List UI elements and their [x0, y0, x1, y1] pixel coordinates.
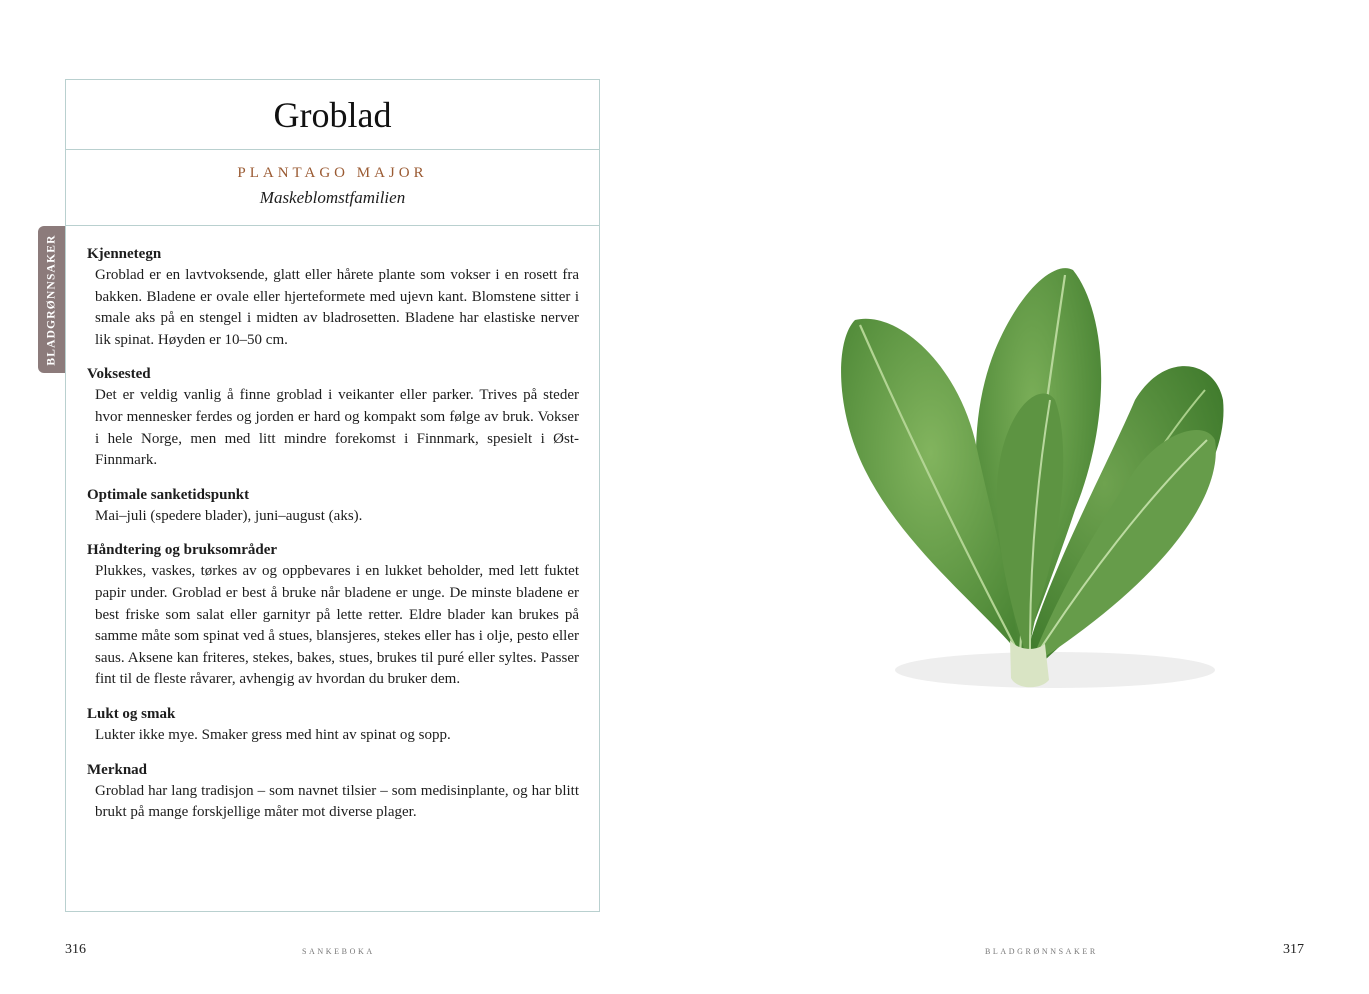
section-kjennetegn [87, 244, 579, 351]
section-heading: Merknad [87, 761, 147, 778]
chapter-side-tab [38, 226, 65, 373]
running-head-right: BLADGRØNNSAKER [985, 947, 1098, 956]
section-sanketidspunkt [87, 485, 579, 528]
right-page [685, 0, 1369, 994]
section-body: Plukkes, vaskes, tørkes av og oppbevares i en lukket beholder, med lett fuktet papir under. Groblad er best å bruke når bladene er unge. De minste bladene er best friske som salat eller garnityr på lette retter. Eldre blader kan brukes på samme måte som spinat ved å stues, blansjeres, stekes eller has i olje, pesto eller saus. Aksene kan friteres, stekes, bakes, stues, brukes til puré eller syltes. Passer fint til de fleste råvarer, avhengig av hvordan du bruker dem. [95, 563, 579, 688]
section-body: Mai–juli (spedere blader), juni–august (aks). [95, 507, 363, 524]
latin-name: PLANTAGO MAJOR [237, 165, 428, 181]
info-sections [66, 226, 599, 824]
section-handtering [87, 540, 579, 691]
side-tab-label: BLADGRØNNSAKER [45, 233, 58, 366]
section-lukt-og-smak [87, 704, 579, 747]
section-heading: Håndtering og bruksområder [87, 542, 278, 559]
section-heading: Optimale sanketidspunkt [87, 486, 250, 503]
plant-title: Groblad [66, 80, 599, 150]
section-body: Groblad er en lavtvoksende, glatt eller hårete plante som vokser i en rosett fra bakken. Bladene er ovale eller hjerteformete med ujevn kant. Blomstene sitter i smale aks på en stengel i midten av bladrosetten. Bladene har elastiske nerver lik spinat. Høyden er 10–50 cm. [95, 267, 579, 348]
section-heading: Lukt og smak [87, 705, 176, 722]
section-voksested [87, 364, 579, 471]
section-merknad [87, 760, 579, 824]
section-body: Groblad har lang tradisjon – som navnet tilsier – som medisinplante, og har blitt brukt på mange forskjellige måter mot diverse plager. [95, 782, 579, 821]
page-number-left: 316 [65, 942, 86, 957]
section-body: Det er veldig vanlig å finne groblad i veikanter eller parker. Trives på steder hvor mennesker ferdes og jorden er hard og kompakt som følge av bruk. Vokser i hele Norge, men med litt mindre forekomst i Finnmark, spesielt i Øst-Finnmark. [95, 387, 579, 469]
plant-family: Maskeblomstfamilien [259, 188, 406, 207]
plantain-leaves-photo [805, 250, 1245, 700]
plant-info-card [65, 79, 600, 912]
left-page [0, 0, 684, 994]
section-heading: Voksested [87, 366, 151, 383]
section-body: Lukter ikke mye. Smaker gress med hint av spinat og sopp. [95, 726, 451, 743]
scientific-name-block [66, 150, 599, 226]
running-head-left: SANKEBOKA [302, 947, 375, 956]
page-number-right: 317 [1283, 942, 1304, 957]
section-heading: Kjennetegn [87, 246, 162, 262]
